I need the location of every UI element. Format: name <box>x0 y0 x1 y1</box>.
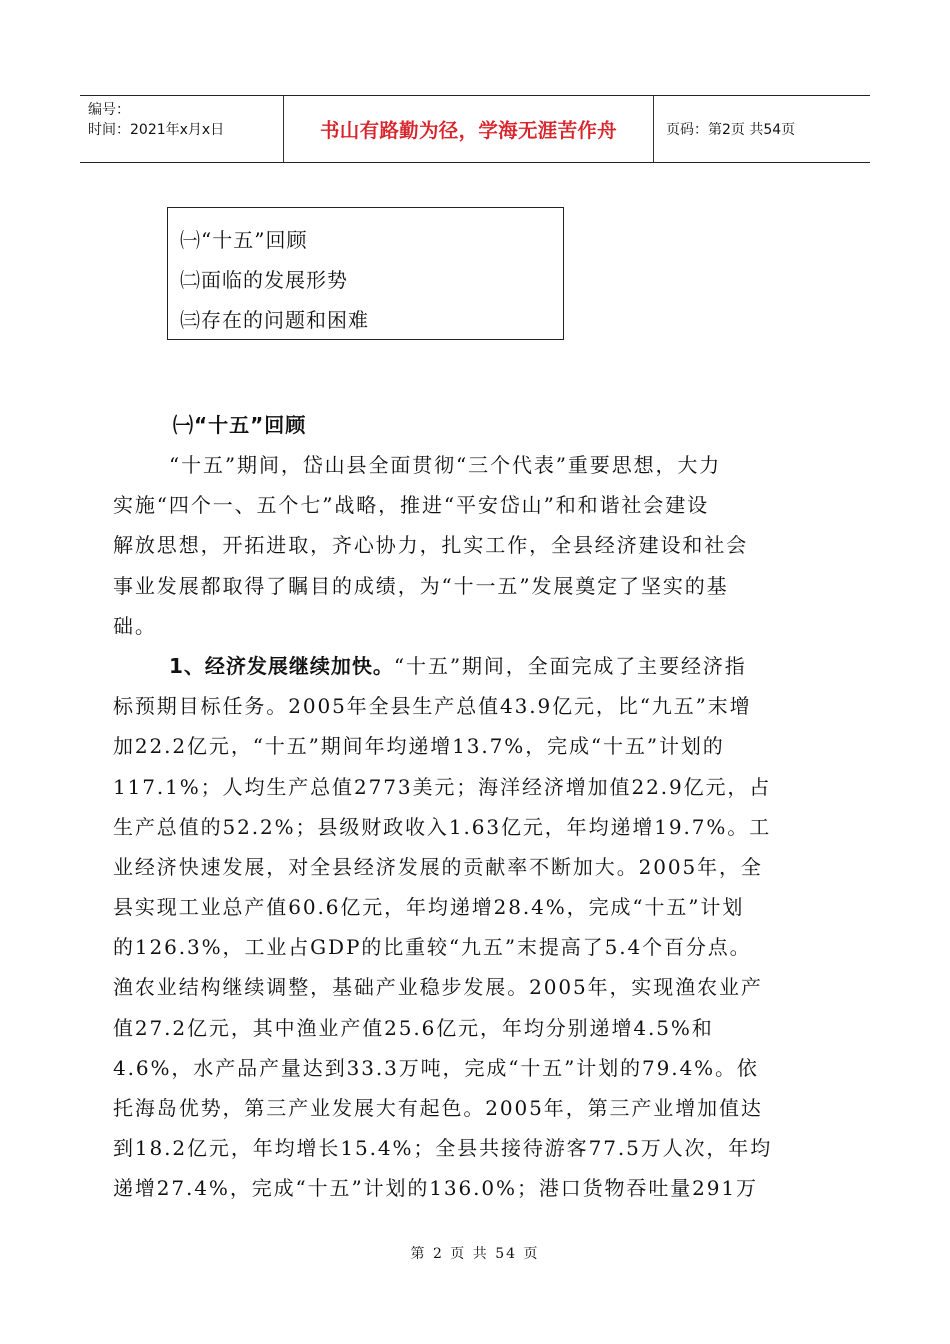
text-line: 标预期目标任务。2005年全县生产总值43.9亿元，比“九五”末增 <box>113 694 752 719</box>
item1-heading: 1、经济发展继续加快。 <box>169 653 394 678</box>
toc-item: ㈡面临的发展形势 <box>180 268 348 292</box>
text-line: 递增27.4%，完成“十五”计划的136.0%；港口货物吞吐量291万 <box>113 1176 758 1201</box>
text-line: 业经济快速发展，对全县经济发展的贡献率不断加大。2005年，全 <box>113 854 763 879</box>
page-footer: 第 2 页 共 54 页 <box>410 1246 540 1262</box>
header-meta <box>80 96 284 162</box>
text-line: 的126.3%，工业占GDP的比重较“九五”末提高了5.4个百分点。 <box>113 935 752 960</box>
page-header <box>80 95 870 163</box>
text-line: 渔农业结构继续调整，基础产业稳步发展。2005年，实现渔农业产 <box>113 975 763 1000</box>
text-line: 托海岛优势，第三产业发展大有起色。2005年，第三产业增加值达 <box>113 1096 763 1120</box>
text-line: 4.6%，水产品产量达到33.3万吨，完成“十五”计划的79.4%。依 <box>113 1055 759 1080</box>
text-line: 到18.2亿元，年均增长15.4%；全县共接待游客77.5万人次，年均 <box>113 1136 773 1161</box>
toc-box <box>167 207 564 340</box>
text-line <box>113 646 833 686</box>
item1-paragraph <box>113 646 833 1209</box>
text-line: 解放思想，开拓进取，齐心协力，扎实工作，全县经济建设和社会 <box>113 533 749 558</box>
toc-item: ㈠“十五”回顾 <box>180 228 308 252</box>
intro-paragraph <box>113 445 833 646</box>
text-line: “十五”期间，岱山县全面贯彻“三个代表”重要思想，大力 <box>169 453 722 477</box>
document-body <box>113 405 833 1209</box>
text-line: 事业发展都取得了瞩目的成绩，为“十一五”发展奠定了坚实的基 <box>113 573 729 598</box>
toc-item: ㈢存在的问题和困难 <box>180 308 369 332</box>
document-date: 时间：2021年x月x日 <box>88 122 225 138</box>
document-number-label: 编号： <box>88 102 130 118</box>
item1-first-line-rest: “十五”期间，全面完成了主要经济指 <box>393 653 747 678</box>
text-line: 值27.2亿元，其中渔业产值25.6亿元，年均分别递增4.5%和 <box>113 1015 714 1040</box>
text-line: 生产总值的52.2%；县级财政收入1.63亿元，年均递增19.7%。工 <box>113 814 772 839</box>
text-line: 实施“四个一、五个七”战略，推进“平安岱山”和和谐社会建设 <box>113 493 709 518</box>
text-line: 117.1%；人均生产总值2773美元；海洋经济增加值22.9亿元，占 <box>113 774 772 799</box>
header-page-info: 页码：第2页 共54页 <box>666 122 796 138</box>
section-title: ㈠“十五”回顾 <box>173 413 307 437</box>
header-motto: 书山有路勤为径，学海无涯苦作舟 <box>284 96 654 162</box>
text-line: 加22.2亿元，“十五”期间年均递增13.7%，完成“十五”计划的 <box>113 734 725 759</box>
text-line: 县实现工业总产值60.6亿元，年均递增28.4%，完成“十五”计划 <box>113 895 745 920</box>
text-line: 础。 <box>113 613 157 638</box>
